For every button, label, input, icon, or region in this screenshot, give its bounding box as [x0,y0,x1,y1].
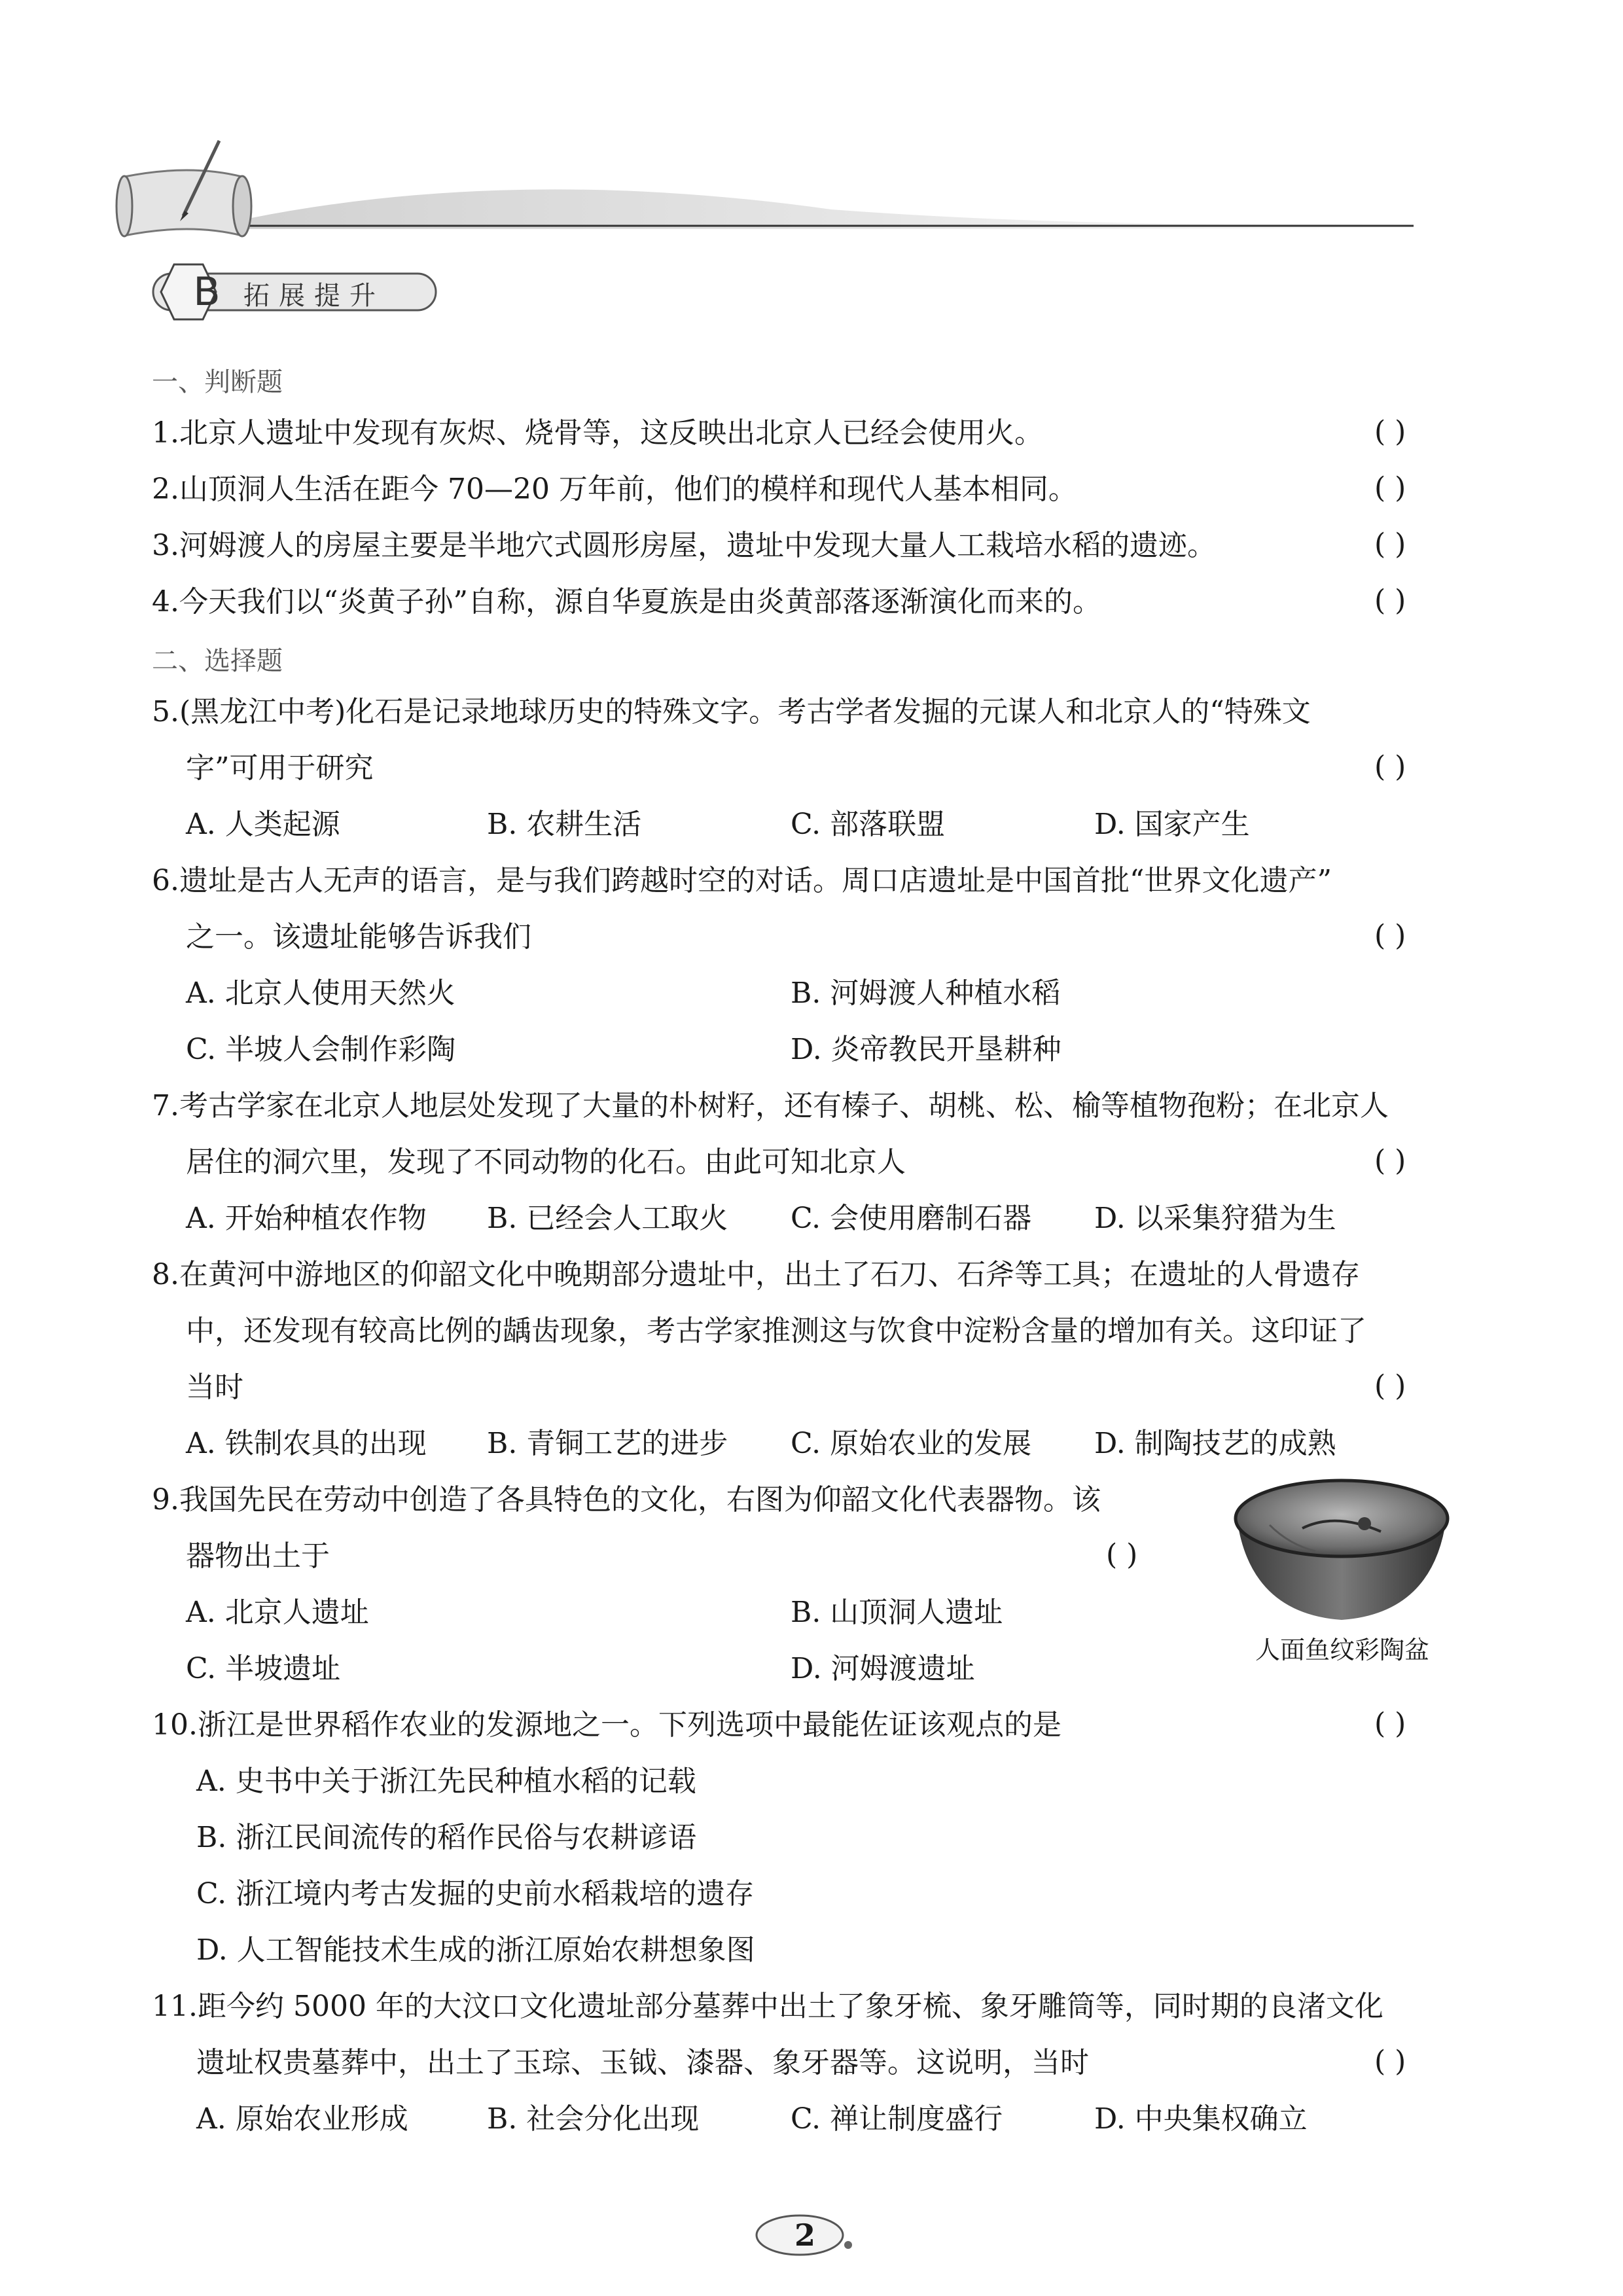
option-d[interactable]: D. 炎帝教民开垦耕种 [791,1033,1061,1066]
answer-blank[interactable]: ( ) [1374,919,1406,952]
option-c[interactable]: C. 半坡遗址 [186,1652,341,1685]
question-4: 4.今天我们以“炎黄子孙”自称，源自华夏族是由炎黄部落逐渐演化而来的。 [152,585,1101,619]
question-11-stem: 11.距今约 5000 年的大汶口文化遗址部分墓葬中出土了象牙梳、象牙雕筒等，同时期的良渚文化 [152,1990,1383,2023]
question-9-stem: 9.我国先民在劳动中创造了各具特色的文化，右图为仰韶文化代表器物。该 [152,1483,1101,1516]
question-10-stem: 10.浙江是世界稻作农业的发源地之一。下列选项中最能佐证该观点的是 [152,1708,1061,1742]
answer-blank[interactable]: ( ) [1374,2045,1406,2078]
option-b[interactable]: B. 社会分化出现 [487,2102,700,2136]
question-8-stem: 8.在黄河中游地区的仰韶文化中晚期部分遗址中，出土了石刀、石斧等工具；在遗址的人骨遗存 [152,1258,1360,1291]
option-b[interactable]: B. 河姆渡人种植水稻 [791,977,1061,1010]
question-6-stem: 6.遗址是古人无声的语言，是与我们跨越时空的对话。周口店遗址是中国首批“世界文化遗产” [152,864,1332,897]
option-b[interactable]: B. 农耕生活 [487,808,642,841]
question-6-stem-cont: 之一。该遗址能够告诉我们 [186,920,531,954]
option-b[interactable]: B. 已经会人工取火 [487,1202,728,1235]
header-decoration [111,137,1420,242]
option-a[interactable]: A. 北京人遗址 [186,1596,369,1629]
question-5-stem-cont: 字”可用于研究 [186,751,374,785]
question-7-stem-cont: 居住的洞穴里，发现了不同动物的化石。由此可知北京人 [186,1145,906,1179]
answer-blank[interactable]: ( ) [1374,750,1406,783]
question-2: 2.山顶洞人生活在距今 70—20 万年前，他们的模样和现代人基本相同。 [152,473,1077,506]
answer-blank[interactable]: ( ) [1374,584,1406,617]
pottery-bowl-image [1230,1473,1453,1630]
question-7-stem: 7.考古学家在北京人地层处发现了大量的朴树籽，还有榛子、胡桃、松、榆等植物孢粉；在北京人 [152,1089,1389,1122]
answer-blank[interactable]: ( ) [1374,471,1406,505]
option-a[interactable]: A. 史书中关于浙江先民种植水稻的记载 [196,1765,696,1798]
question-5-stem: 5.(黑龙江中考)化石是记录地球历史的特殊文字。考古学者发掘的元谋人和北京人的“特殊文 [152,695,1311,728]
option-a[interactable]: A. 开始种植农作物 [186,1202,427,1235]
question-8-stem-cont: 中，还发现有较高比例的龋齿现象，考古学家推测这与饮食中淀粉含量的增加有关。这印证了 [186,1314,1366,1348]
answer-blank[interactable]: ( ) [1374,528,1406,561]
page-number: 2 [794,2217,815,2253]
option-c[interactable]: C. 原始农业的发展 [791,1427,1032,1460]
option-c[interactable]: C. 部落联盟 [791,808,946,841]
option-c[interactable]: C. 浙江境内考古发掘的史前水稻栽培的遗存 [196,1877,755,1910]
answer-blank[interactable]: ( ) [1106,1538,1138,1571]
option-d[interactable]: D. 人工智能技术生成的浙江原始农耕想象图 [196,1933,755,1967]
answer-blank[interactable]: ( ) [1374,1707,1406,1740]
scroll-icon [116,170,251,236]
option-a[interactable]: A. 原始农业形成 [196,2102,408,2136]
option-c[interactable]: C. 半坡人会制作彩陶 [186,1033,456,1066]
option-d[interactable]: D. 以采集狩猎为生 [1094,1202,1336,1235]
question-1: 1.北京人遗址中发现有灰烬、烧骨等，这反映出北京人已经会使用火。 [152,416,1043,450]
option-b[interactable]: B. 山顶洞人遗址 [791,1596,1003,1629]
badge-title: 拓展提升 [243,281,385,311]
question-8-stem-cont: 当时 [186,1371,243,1404]
option-d[interactable]: D. 国家产生 [1094,808,1250,841]
option-c[interactable]: C. 禅让制度盛行 [791,2102,1003,2136]
option-a[interactable]: A. 北京人使用天然火 [186,977,455,1010]
option-a[interactable]: A. 人类起源 [186,808,340,841]
option-a[interactable]: A. 铁制农具的出现 [186,1427,427,1460]
option-b[interactable]: B. 青铜工艺的进步 [487,1427,728,1460]
option-c[interactable]: C. 会使用磨制石器 [791,1202,1032,1235]
option-d[interactable]: D. 制陶技艺的成熟 [1094,1427,1336,1460]
option-d[interactable]: D. 中央集权确立 [1094,2102,1308,2136]
option-d[interactable]: D. 河姆渡遗址 [791,1652,975,1685]
section-heading-judge: 一、判断题 [152,367,283,397]
badge-letter: B [193,269,221,315]
question-3: 3.河姆渡人的房屋主要是半地穴式圆形房屋，遗址中发现大量人工栽培水稻的遗迹。 [152,529,1216,562]
answer-blank[interactable]: ( ) [1374,1369,1406,1403]
section-heading-choice: 二、选择题 [152,646,283,676]
answer-blank[interactable]: ( ) [1374,415,1406,448]
question-11-stem-cont: 遗址权贵墓葬中，出土了玉琮、玉钺、漆器、象牙器等。这说明，当时 [196,2046,1089,2079]
question-9-stem-cont: 器物出土于 [186,1539,330,1573]
option-b[interactable]: B. 浙江民间流传的稻作民俗与农耕谚语 [196,1821,697,1854]
image-caption: 人面鱼纹彩陶盆 [1255,1636,1430,1664]
answer-blank[interactable]: ( ) [1374,1144,1406,1177]
